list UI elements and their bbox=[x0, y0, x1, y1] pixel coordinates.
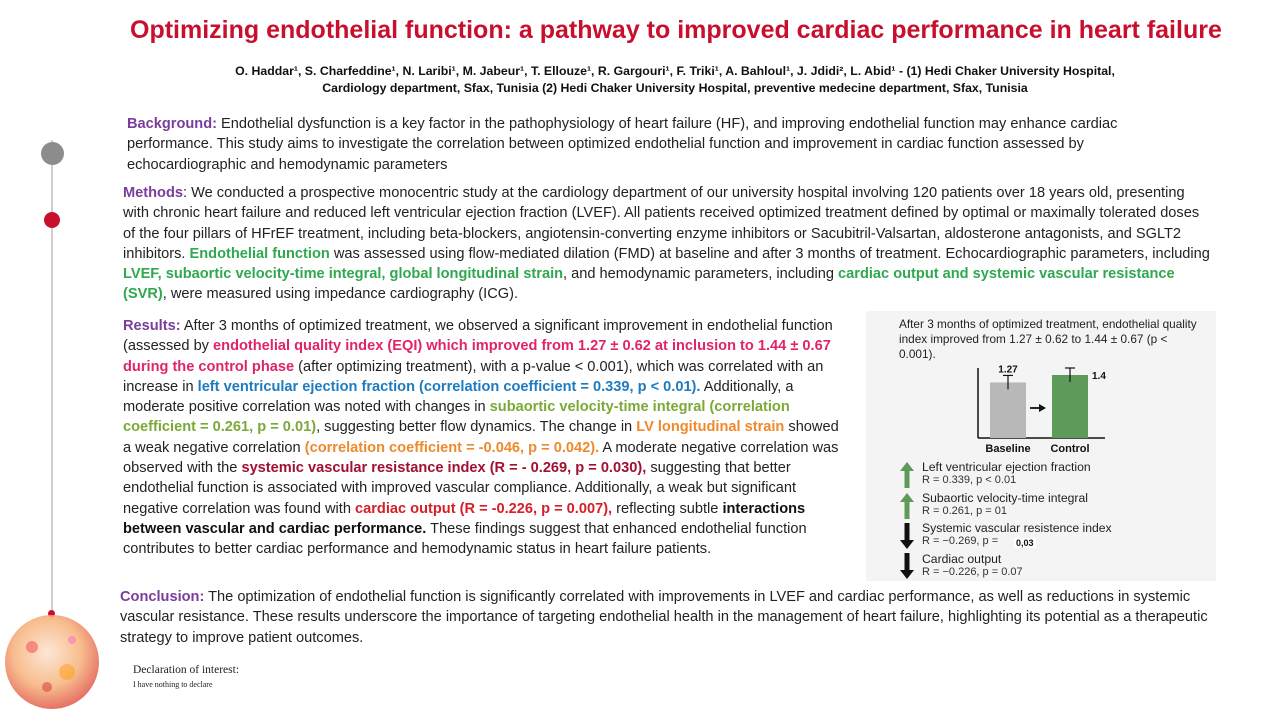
indicator-name: Subaortic velocity-time integral bbox=[922, 491, 1088, 505]
author-line-1: O. Haddar¹, S. Charfeddine¹, N. Laribi¹, M. Jabeur¹, T. Ellouze¹, R. Gargouri¹, F. Triki¹, A. Bahloul¹, J. Jdidi², L. Abid¹ - (1) Hedi Chaker University Hospital, bbox=[235, 64, 1115, 78]
background-section bbox=[127, 114, 1207, 175]
bar-control bbox=[1052, 375, 1088, 438]
indicator-name: Systemic vascular resistence index bbox=[922, 521, 1112, 535]
arrow-up-icon bbox=[900, 493, 914, 519]
results-highlight-lvef: left ventricular ejection fraction (correlation coefficient = 0.339, p < 0.01). bbox=[197, 378, 701, 395]
results-text-4: , suggesting better flow dynamics. The change in bbox=[316, 419, 637, 436]
indicator-stat: R = −0.269, p = bbox=[922, 535, 999, 547]
methods-label: Methods bbox=[123, 185, 183, 201]
results-highlight-interactions: interactions between vascular and cardiac performance. bbox=[123, 500, 806, 537]
results-highlight-svr: systemic vascular resistance index (R = - 0.269, p = 0.030), bbox=[241, 460, 647, 477]
arrow-up-icon bbox=[900, 462, 914, 488]
results-highlight-strain: (correlation coefficient = -0.046, p = 0.042). bbox=[304, 439, 600, 456]
timeline-dot-grey bbox=[41, 142, 64, 165]
declaration-text: I have nothing to declare bbox=[133, 680, 213, 689]
author-list bbox=[150, 63, 1200, 97]
category-label: Baseline bbox=[985, 443, 1031, 455]
figure-caption: After 3 months of optimized treatment, endothelial quality index improved from 1.27 ± 0.62 to 1.44 ± 0.67 (p < 0.001). bbox=[899, 317, 1197, 361]
results-text-8: reflecting subtle bbox=[612, 500, 723, 517]
conclusion-label: Conclusion: bbox=[120, 589, 205, 605]
conclusion-section bbox=[120, 587, 1220, 648]
results-text-3: Additionally, a moderate positive correlation was noted with changes in bbox=[123, 378, 794, 416]
eqi-bar-chart bbox=[960, 360, 1110, 460]
arrow-down-icon bbox=[900, 553, 914, 579]
background-label: Background: bbox=[127, 116, 217, 132]
poster-title: Optimizing endothelial function: a pathway to improved cardiac performance in heart failure bbox=[130, 16, 1222, 44]
results-highlight-cardiac-output: cardiac output (R = -0.226, p = 0.007), bbox=[355, 500, 613, 517]
results-text-1: After 3 months of optimized treatment, we observed a significant improvement in endothelial function (assessed by bbox=[123, 318, 833, 355]
declaration-heading: Declaration of interest: bbox=[133, 664, 240, 676]
results-text-6: A moderate negative correlation was observed with the bbox=[123, 439, 839, 477]
comparison-arrow-head bbox=[1039, 404, 1046, 412]
methods-highlight-3: cardiac output and systemic vascular resistance (SVR) bbox=[123, 266, 1175, 303]
results-text-5: showed a weak negative correlation bbox=[123, 419, 839, 456]
svr-p-value-badge: 0,03 bbox=[1016, 538, 1034, 548]
bar-baseline bbox=[990, 382, 1026, 438]
results-highlight-strain-label: LV longitudinal strain bbox=[636, 419, 785, 436]
results-highlight-eqi: endothelial quality index (EQI) which improved from 1.27 ± 0.62 at inclusion to 1.44 ± 0.67 during the control phase bbox=[123, 338, 831, 375]
indicator-stat: R = 0.261, p = 01 bbox=[922, 505, 1008, 517]
bar-data-label: 1.4 bbox=[1092, 371, 1106, 382]
bar-data-label: 1.27 bbox=[998, 364, 1018, 376]
methods-text-3: , and hemodynamic parameters, including bbox=[563, 266, 839, 283]
timeline-dot-red bbox=[44, 212, 60, 228]
indicator-cardiac-output bbox=[922, 552, 1023, 578]
indicator-name: Cardiac output bbox=[922, 552, 1002, 566]
indicator-lvef bbox=[922, 460, 1091, 486]
methods-highlight-1: Endothelial function bbox=[189, 245, 330, 262]
methods-section bbox=[123, 183, 1213, 305]
author-line-2: Cardiology department, Sfax, Tunisia (2) Hedi Chaker University Hospital, preventive medecine department, Sfax, Tunisia bbox=[322, 81, 1028, 95]
decorative-globe-icon bbox=[2, 612, 102, 712]
methods-text-4: , were measured using impedance cardiography (ICG). bbox=[162, 286, 519, 303]
results-text-9: These findings suggest that enhanced endothelial function contributes to better cardiac performance and hemodynamic status in heart failure patients. bbox=[123, 520, 807, 558]
results-label: Results: bbox=[123, 318, 181, 334]
results-section bbox=[123, 316, 843, 560]
conclusion-text: The optimization of endothelial function is significantly correlated with improvements in LVEF and cardiac performance, as well as reductions in systemic vascular resistance. These results underscore the importance of targeting endothelial health in the management of heart failure, highlighting its potential as a therapeutic strategy to improve patient outcomes. bbox=[120, 589, 1208, 646]
results-highlight-vti: subaortic velocity-time integral (correlation coefficient = 0.261, p = 0.01) bbox=[123, 399, 790, 436]
results-text-2: (after optimizing treatment), with a p-value < 0.001), which was correlated with an increase in bbox=[123, 358, 824, 395]
indicator-stat: R = −0.226, p = 0.07 bbox=[922, 566, 1023, 578]
methods-text-2: was assessed using flow-mediated dilation (FMD) at baseline and after 3 months of treatment. Echocardiographic parameters, including bbox=[329, 245, 1210, 262]
arrow-down-icon bbox=[900, 523, 914, 549]
category-label: Control bbox=[1050, 443, 1090, 455]
indicator-vti bbox=[922, 491, 1088, 517]
methods-highlight-2: LVEF, subaortic velocity-time integral, global longitudinal strain bbox=[123, 266, 564, 283]
background-text: Endothelial dysfunction is a key factor in the pathophysiology of heart failure (HF), and improving endothelial function may enhance cardiac performance. This study aims to investigate the correlation between optimized endothelial function and improvement in cardiac function assessed by echocardiographic and hemodynamic parameters bbox=[127, 116, 1118, 173]
indicator-stat: R = 0.339, p < 0.01 bbox=[922, 474, 1017, 486]
methods-text-1: : We conducted a prospective monocentric study at the cardiology department of our university hospital involving 120 patients over 18 years old, presenting with chronic heart failure and reduced left ventricular ejection fraction (LVEF). All patients received optimized treatment defined by optimal or maximally tolerated doses of the four pillars of HFrEF treatment, including beta-blockers, angiotensin-converting enzyme inhibitors or Sacubitril-Valsartan, aldosterone antagonists, and SGLT2 inhibitors. bbox=[123, 185, 1200, 262]
results-text-7: suggesting that better endothelial function is associated with improved vascular compliance. Additionally, a weak but significant negative correlation was found with bbox=[123, 460, 797, 517]
indicator-name: Left ventricular ejection fraction bbox=[922, 460, 1091, 474]
